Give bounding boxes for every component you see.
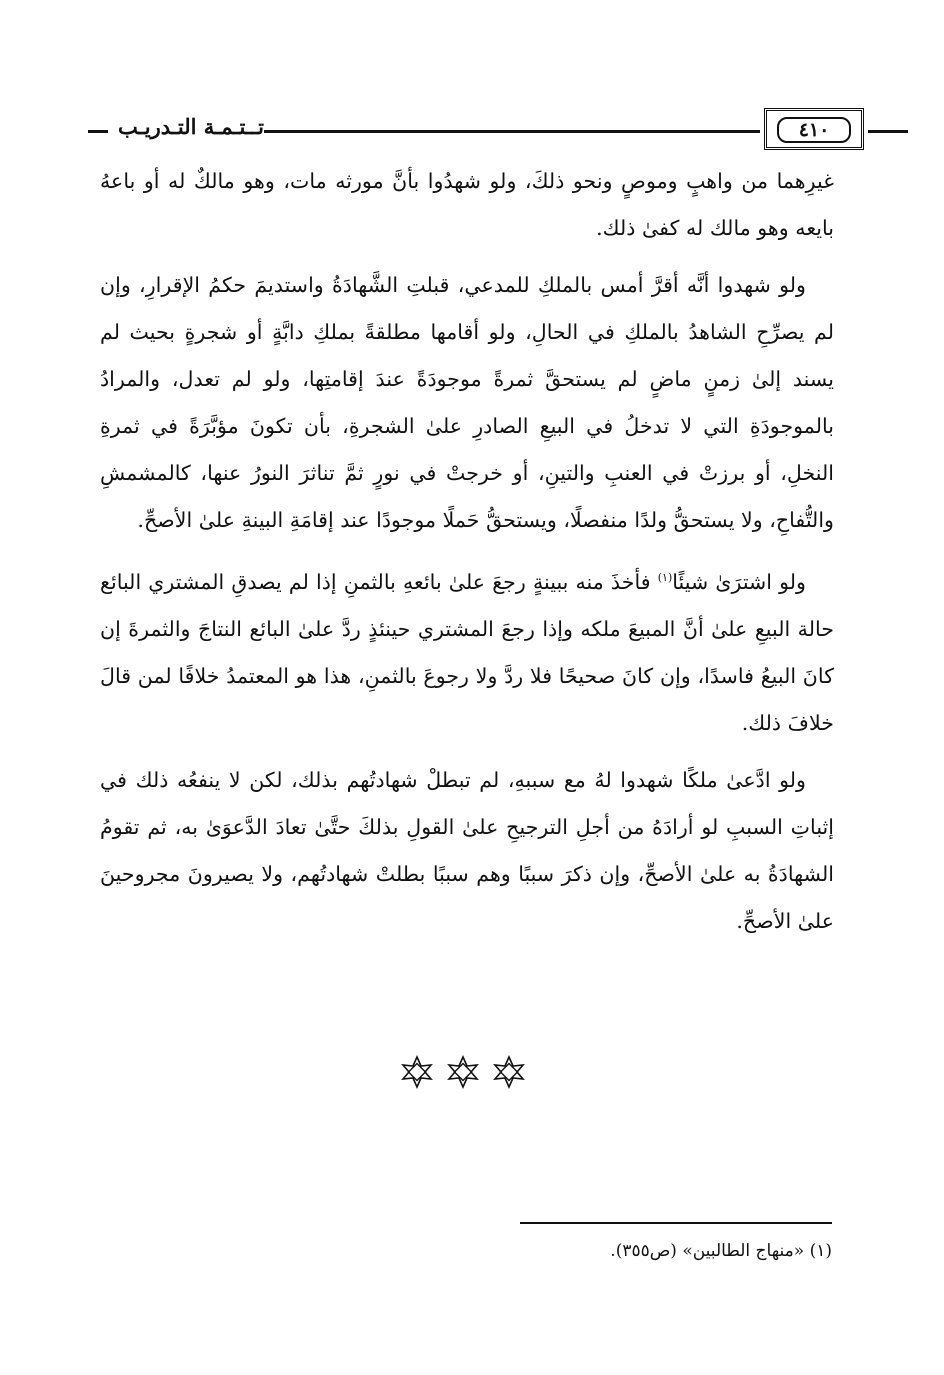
section-end-ornaments <box>400 1052 526 1092</box>
header-rule-right-end <box>868 130 908 133</box>
star-ornament-icon <box>492 1055 526 1089</box>
star-ornament-icon <box>446 1055 480 1089</box>
paragraph: غيرِهما من واهبٍ وموصٍ ونحو ذلكَ، ولو شهدُوا بأنَّ مورثه مات، وهو مالكٌ له أو باعهُ بايعه وهو مالك له كفىٰ ذلك. <box>100 169 834 240</box>
page-header <box>88 108 834 154</box>
paragraph-text: ولو اشترَىٰ شيئًا <box>672 569 806 594</box>
paragraph: ولو شهدوا أنَّه أقرَّ أمس بالملكِ للمدعي، قبلتِ الشَّهادَةُ واستديمَ حكمُ الإقرارِ، وإن لم يصرِّحِ الشاهدُ بالملكِ في الحالِ، ولو أقامها مطلقةً بملكِ دابَّةٍ أو شجرةٍ بحيث لم يسند إلىٰ زمنٍ ماضٍ لم يستحقَّ ثمرةً موجودَةً عندَ إقامتِها، ولو لم تعدل، والمرادُ بالموجودَةِ التي لا تدخلُ في البيعِ الصادرِ علىٰ الشجرةِ، بأن تكونَ مؤبَّرَةً في ثمرةِ النخلِ، أو برزتْ في العنبِ والتينِ، أو خرجتْ في نورٍ ثمَّ تناثرَ النورُ عنها، كالمشمشِ والتُّفاحِ، ولا يستحقُّ ولدًا منفصلًا، ويستحقُّ حَملًا موجودًا عند إقامَةِ البينةِ علىٰ الأصحِّ. <box>100 273 834 532</box>
main-text <box>100 158 834 955</box>
header-rule <box>264 130 760 133</box>
paragraph <box>100 554 834 747</box>
footnote-separator <box>520 1222 832 1224</box>
running-title: تــتـمـة التـدريـب <box>117 114 264 139</box>
page-number: ٤١٠ <box>777 117 851 143</box>
paragraph-text: فأخذَ منه ببينةٍ رجعَ علىٰ بائعهِ بالثمنِ إذا لم يصدقِ المشتري البائع حالة البيعِ علىٰ أنَّ المبيعَ ملكه وإذا رجعَ المشتري حينئذٍ ردَّ علىٰ البائع النتاجَ والثمرةَ إن كانَ البيعُ فاسدًا، وإن كانَ صحيحًا فلا ردَّ ولا رجوعَ بالثمنِ، هذا هو المعتمدُ خلافًا لمن قالَ خلافَ ذلك. <box>100 569 834 735</box>
footnote-reference[interactable]: (١) <box>657 571 673 584</box>
paragraph: ولو ادَّعىٰ ملكًا شهدوا لهُ مع سببهِ، لم تبطلْ شهادتُهم بذلك، لكن لا ينفعُه ذلك في إثباتِ السببِ لو أرادَهُ من أجلِ الترجيحِ علىٰ القولِ بذلكَ حتَّىٰ تعادَ الدَّعوَىٰ به، ثم تقومُ الشهادَةُ به علىٰ الأصحِّ، وإن ذكرَ سببًا وهم سببًا بطلتْ شهادتُهم، ولا يصيرونَ مجروحينَ علىٰ الأصحِّ. <box>100 767 834 933</box>
page-number-frame <box>764 108 864 150</box>
header-rule-left-end <box>88 130 108 133</box>
footnote: (١) «منهاج الطالبين» (ص٣٥٥). <box>610 1241 832 1261</box>
star-ornament-icon <box>400 1055 434 1089</box>
